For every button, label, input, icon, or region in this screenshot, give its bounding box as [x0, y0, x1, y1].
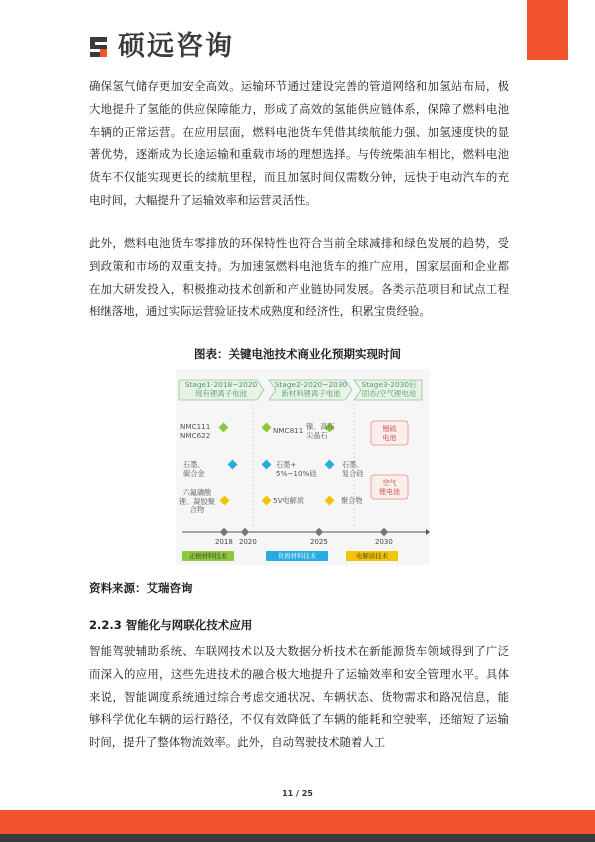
figure-title: 图表：关键电池技术商业化预期实现时间 — [194, 347, 401, 361]
legend-cathode-tag: 正极材料技术 — [182, 551, 234, 561]
sy-logo-icon — [88, 35, 110, 59]
cell-stage1-electrolyte: 六氟磷酸 锂、凝胶聚 合物 — [179, 488, 215, 514]
corner-accent-block — [527, 0, 568, 60]
year-2030: 2030 — [375, 538, 393, 546]
year-2020: 2020 — [239, 538, 257, 546]
battery-tech-timeline-figure — [176, 369, 430, 565]
cell-stage3-anode: 石墨、 复合硅 — [342, 460, 364, 478]
year-2018: 2018 — [215, 538, 233, 546]
li-s-battery-label: 锂硫 电池 — [382, 425, 397, 442]
section-heading — [89, 617, 252, 633]
section-title: 智能化与网联化技术应用 — [125, 618, 253, 632]
figure-source: 资料来源：艾瑞咨询 — [89, 581, 193, 595]
body-paragraph-2: 此外，燃料电池货车零排放的环保特性也符合当前全球减排和绿色发展的趋势，受到政策和市场的双重支持。为加速氢燃料电池货车的推广应用，国家层面和企业都在加大研发投入，积极推动技术创新和产业链协同发展。各类示范项目和试点工程相继落地，通过实际运营验证技术成熟度和经济性，积累宝贵经验。 — [89, 236, 509, 319]
brand-logo — [88, 32, 234, 62]
cell-stage2-electrolyte-a: 5V电解质 — [273, 496, 305, 505]
legend-anode-tag: 负极材料技术 — [266, 551, 328, 561]
cell-stage2-anode: 石墨+ 5%~10%硅 — [276, 460, 317, 478]
stage-1-label: Stage1-2018~2020 现有锂离子电池 — [184, 380, 258, 398]
cell-stage2-electrolyte-b: 聚合物 — [341, 496, 363, 505]
li-air-battery-label: 空气 锂电池 — [379, 479, 400, 496]
footer-dark-bar — [0, 834, 595, 842]
section-number: 2.2.3 — [89, 618, 122, 632]
cell-stage1-cathode: NMC111 NMC622 — [180, 422, 211, 440]
cell-stage1-anode: 石墨、 碳合金 — [183, 460, 205, 478]
cell-stage2-cathode-a: NMC811 — [273, 426, 304, 435]
cell-stage2-cathode-b: 镍、高压 尖晶石 — [306, 422, 335, 440]
footer-accent-bar — [0, 810, 595, 834]
body-paragraph-3: 智能驾驶辅助系统、车联网技术以及大数据分析技术在新能源货车领域得到了广泛而深入的应用，这些先进技术的融合极大地提升了运输效率和安全管理水平。具体来说，智能调度系统通过综合考虑交通状况、车辆状态、货物需求和路况信息，能够科学优化车辆的运行路径，不仅有效降低了车辆的能耗和空驶率，还缩短了运输时间，提升了整体物流效率。此外，自动驾驶技术随着人工 — [89, 644, 509, 750]
page-number: 11 / 25 — [282, 789, 313, 798]
stage-3-label: Stage3-2030后 固态/空气锂电池 — [361, 380, 417, 398]
stage-2-label: Stage2-2020~2030 新材料锂离子电池 — [274, 380, 348, 398]
legend-electrolyte-tag: 电解质技术 — [346, 551, 398, 561]
year-2025: 2025 — [310, 538, 328, 546]
body-paragraph-1: 确保氢气储存更加安全高效。运输环节通过建设完善的管道网络和加氢站布局，极大地提升了氢能的供应保障能力，形成了高效的氢能供应链体系，保障了燃料电池车辆的正常运营。在应用层面，燃料电池货车凭借其续航能力强、加氢速度快的显著优势，逐渐成为长途运输和重载市场的理想选择。与传统柴油车相比，燃料电池货车不仅能实现更长的续航里程，而且加氢时间仅需数分钟，远快于电动汽车的充电时间，大幅提升了运输效率和运营灵活性。 — [89, 79, 509, 207]
brand-name: 硕远咨询 — [118, 31, 234, 62]
